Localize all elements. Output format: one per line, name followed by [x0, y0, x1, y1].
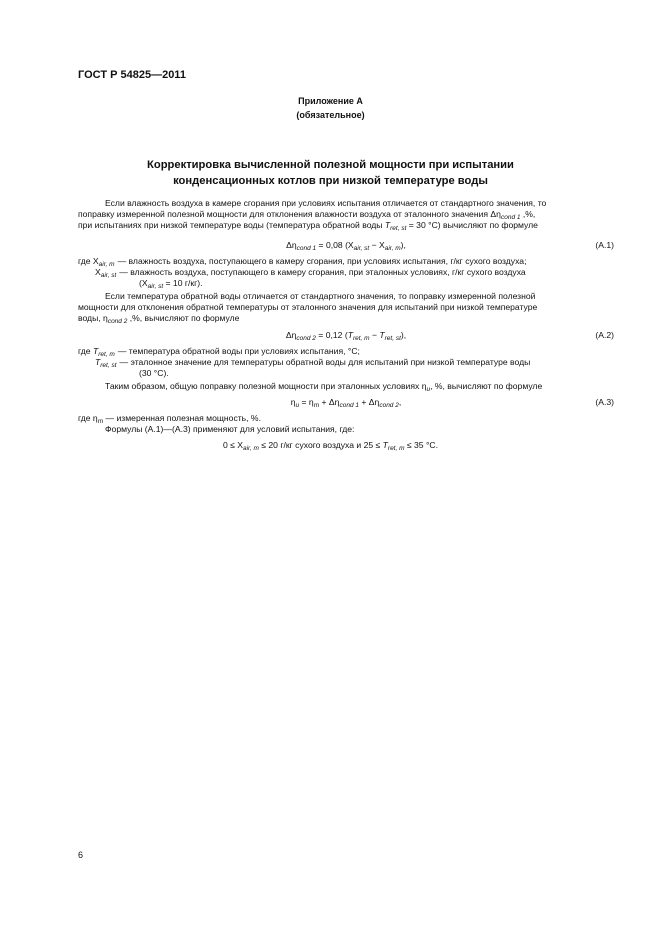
where-1-row-2-cont: ($X_{air, st} = 10$ г/кг). — [139, 278, 203, 291]
formula-a3-expression: $\eta_u = \eta_m + \Delta\eta_{cond 1} + \Delta\eta_{cond 2}$, — [290, 397, 402, 409]
where-2-desc-1: — температура обратной воды при условиях испытания, °С; — [117, 346, 360, 356]
section-title-line1: Корректировка вычисленной полезной мощности при испытании — [147, 159, 514, 171]
formula-a2 — [78, 330, 614, 344]
paragraph-1-line2: поправку измеренной полезной мощности для отклонения влажности воздуха от эталонного значения $\Delta\eta_{cond 1}$ ,%, — [78, 209, 536, 222]
paragraph-1-line3: при испытаниях при низкой температуре воды (температура обратной воды $T_{ret, st} = 30$ °С) вычисляют по формуле — [78, 220, 538, 233]
where-block-1 — [78, 256, 614, 290]
document-header: ГОСТ Р 54825—2011 — [78, 69, 186, 81]
paragraph-1 — [78, 198, 614, 232]
page-number: 6 — [78, 850, 84, 860]
paragraph-2 — [78, 291, 614, 325]
where-2-row-1 — [78, 346, 614, 357]
where-2-term-2: $T_{ret, st}$ — [95, 357, 117, 370]
where-1-desc-1: — влажность воздуха, поступающего в камеру сгорания, при условиях испытания, г/кг сухого воздуха; — [117, 256, 527, 266]
paragraph-1-line1: Если влажность воздуха в камере сгорания при условиях испытания отличается от стандартного значения, то — [105, 198, 547, 208]
where-3-line: где $\eta_m$ — измеренная полезная мощность, %. — [78, 413, 261, 425]
annex-status: (обязательное) — [296, 110, 365, 120]
where-block-2 — [78, 346, 614, 380]
where-block-3 — [78, 413, 614, 435]
formula-a1-number: (А.1) — [595, 240, 614, 250]
formula-a2-expression: $\Delta\eta_{cond 2} = 0,12$ $(T_{ret, m} - T_{ret, st})$, — [285, 330, 407, 342]
where-1-row-2 — [78, 267, 614, 278]
where-1-term-2: $X_{air, st}$ — [95, 267, 117, 280]
paragraph-2-line3: воды, $\eta_{cond 2}$ ,%, вычисляют по формуле — [78, 313, 240, 326]
formula-a3-number: (А.3) — [595, 397, 614, 407]
where-2-term-1: где $T_{ret, m}$ — [78, 346, 115, 358]
formula-a1 — [78, 240, 614, 254]
where-2-row-2-cont: (30 °С). — [139, 368, 169, 379]
applicability-condition: $0 \le X_{air, m} \le 20$ г/кг сухого воздуха и $25 \le T_{ret, m} \le 35$ °С. — [222, 440, 438, 452]
paragraph-4-line1: Формулы (А.1)—(А.3) применяют для условий испытания, где: — [105, 424, 355, 435]
annex-heading — [0, 94, 661, 122]
formula-a3 — [78, 397, 614, 411]
where-1-desc-2: — влажность воздуха, поступающего в камеру сгорания, при эталонных условиях, г/кг сухого воздуха — [119, 267, 526, 278]
section-title — [0, 157, 661, 189]
section-title-line2: конденсационных котлов при низкой температуре воды — [173, 175, 488, 187]
paragraph-3-line1: Таким образом, общую поправку полезной мощности при эталонных условиях $\eta_u$, %, вычисляют по формуле — [105, 381, 543, 393]
annex-label: Приложение А — [298, 96, 363, 106]
paragraph-3 — [78, 381, 614, 392]
where-2-desc-2: — эталонное значение для температуры обратной воды для испытаний при низкой температуре воды — [119, 357, 531, 368]
where-1-row-1 — [78, 256, 614, 267]
where-2-row-2 — [78, 357, 614, 368]
paragraph-2-line1: Если температура обратной воды отличается от стандартного значения, то поправку измеренной полезной — [105, 291, 536, 301]
where-1-term-1: где $X_{air, m}$ — [78, 256, 115, 268]
formula-a1-expression: $\Delta\eta_{cond 1} = 0,08$ $(X_{air, st} - X_{air, m})$, — [286, 240, 406, 252]
paragraph-2-line2: мощности для отклонения обратной температуры от эталонного значения для испытаний при низкой температуре — [78, 302, 538, 313]
formula-a2-number: (А.2) — [595, 330, 614, 340]
